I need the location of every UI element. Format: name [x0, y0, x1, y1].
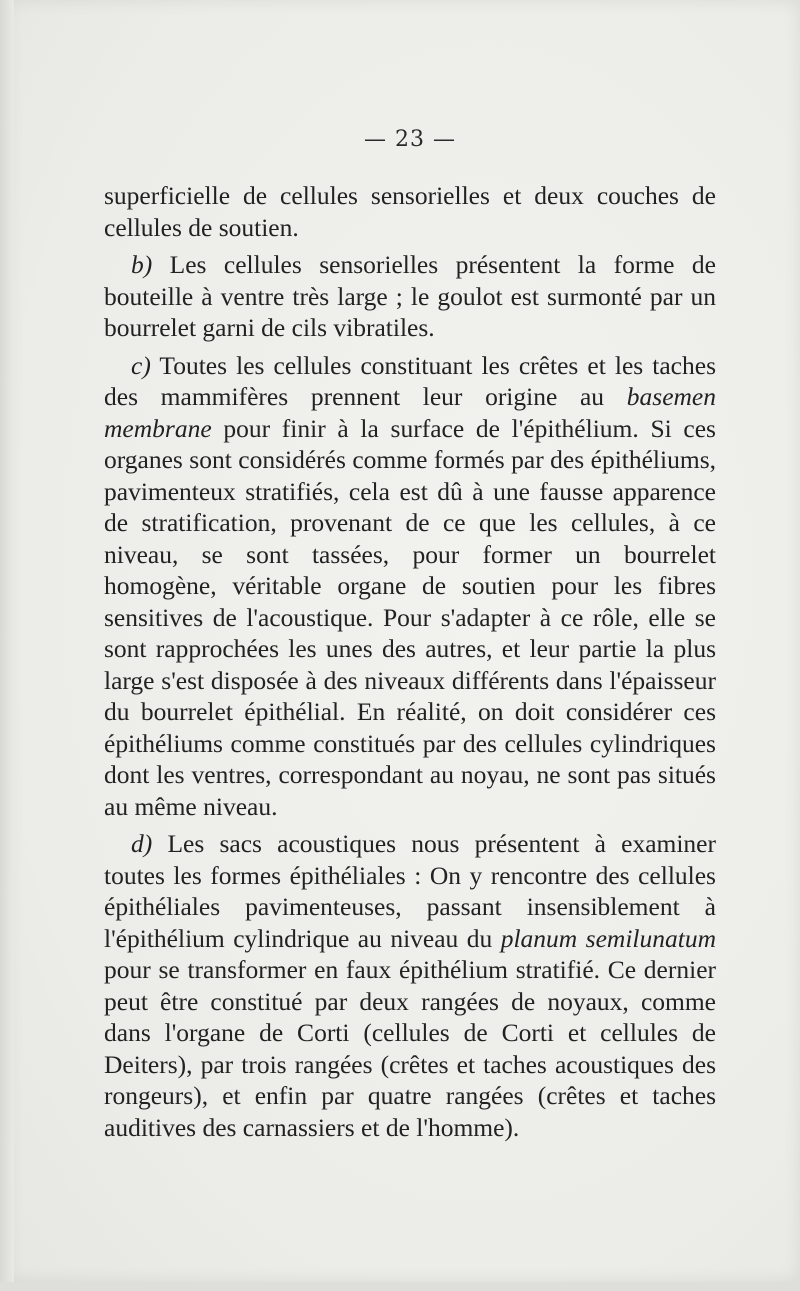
paragraph-c — [104, 350, 716, 823]
paragraph-d-text-start: Les sacs acoustiques nous présentent à examiner toutes les formes épithéliales : On y rencontre des cellules épithéliales pavimenteuses, passant insensiblement à l'épithélium cylindrique au niveau du — [104, 829, 716, 953]
paragraph-d-italic-term: planum semilunatum — [500, 923, 716, 953]
paragraph-b-label: b) — [131, 250, 153, 279]
paragraph-1 — [104, 180, 716, 243]
paragraph-c-italic-term: basemen membrane — [104, 382, 716, 443]
paragraph-c-text-end: pour finir à la surface de l'épithélium. Si ces organes sont considérés comme formés par des épithéliums, pavimenteux stratifiés, cela est dû à une fausse apparence de stratification, provenant de ce que les cellules, à ce niveau, se sont tassées, pour former un bourrelet homogène, véritable organe de soutien pour les fibres sensitives de l'acoustique. Pour s'adapter à ce rôle, elle se sont rapprochées les unes des autres, et leur partie la plus large s'est disposée à des niveaux différents dans l'épaisseur du bourrelet épithélial. En réalité, on doit considérer ces épithéliums comme constitués par des cellules cylindriques dont les ventres, correspondant au noyau, ne sont pas situés au même niveau. — [104, 413, 716, 821]
paragraph-1-text: superficielle de cellules sensorielles et deux couches de cellules de soutien. — [104, 181, 716, 242]
paragraph-d-text-end: pour se transformer en faux épithélium stratifié. Ce dernier peut être constitué par deux rangées de noyaux, comme dans l'organe de Corti (cellules de Corti et cellules de Deiters), par trois rangées (crêtes et taches acoustiques des rongeurs), et enfin par quatre rangées (crêtes et taches auditives des carnassiers et de l'homme). — [104, 955, 716, 1142]
page-bottom-edge — [0, 1282, 800, 1291]
page-number: — 23 — — [364, 127, 456, 152]
paragraph-b-text: Les cellules sensorielles présentent la forme de bouteille à ventre très large ; le goulot est surmonté par un bourrelet garni de cils vibratiles. — [104, 250, 716, 342]
paragraph-d — [104, 828, 716, 1143]
page-gutter-shadow — [0, 0, 14, 1291]
paragraph-c-label: c) — [131, 350, 151, 380]
paragraph-d-label: d) — [131, 829, 153, 858]
body-text — [104, 180, 716, 1143]
paragraph-b — [104, 249, 716, 344]
paragraph-c-text-start: Toutes les cellules constituant les crêtes et les taches des mammifères prennent leur origine au — [104, 350, 716, 411]
